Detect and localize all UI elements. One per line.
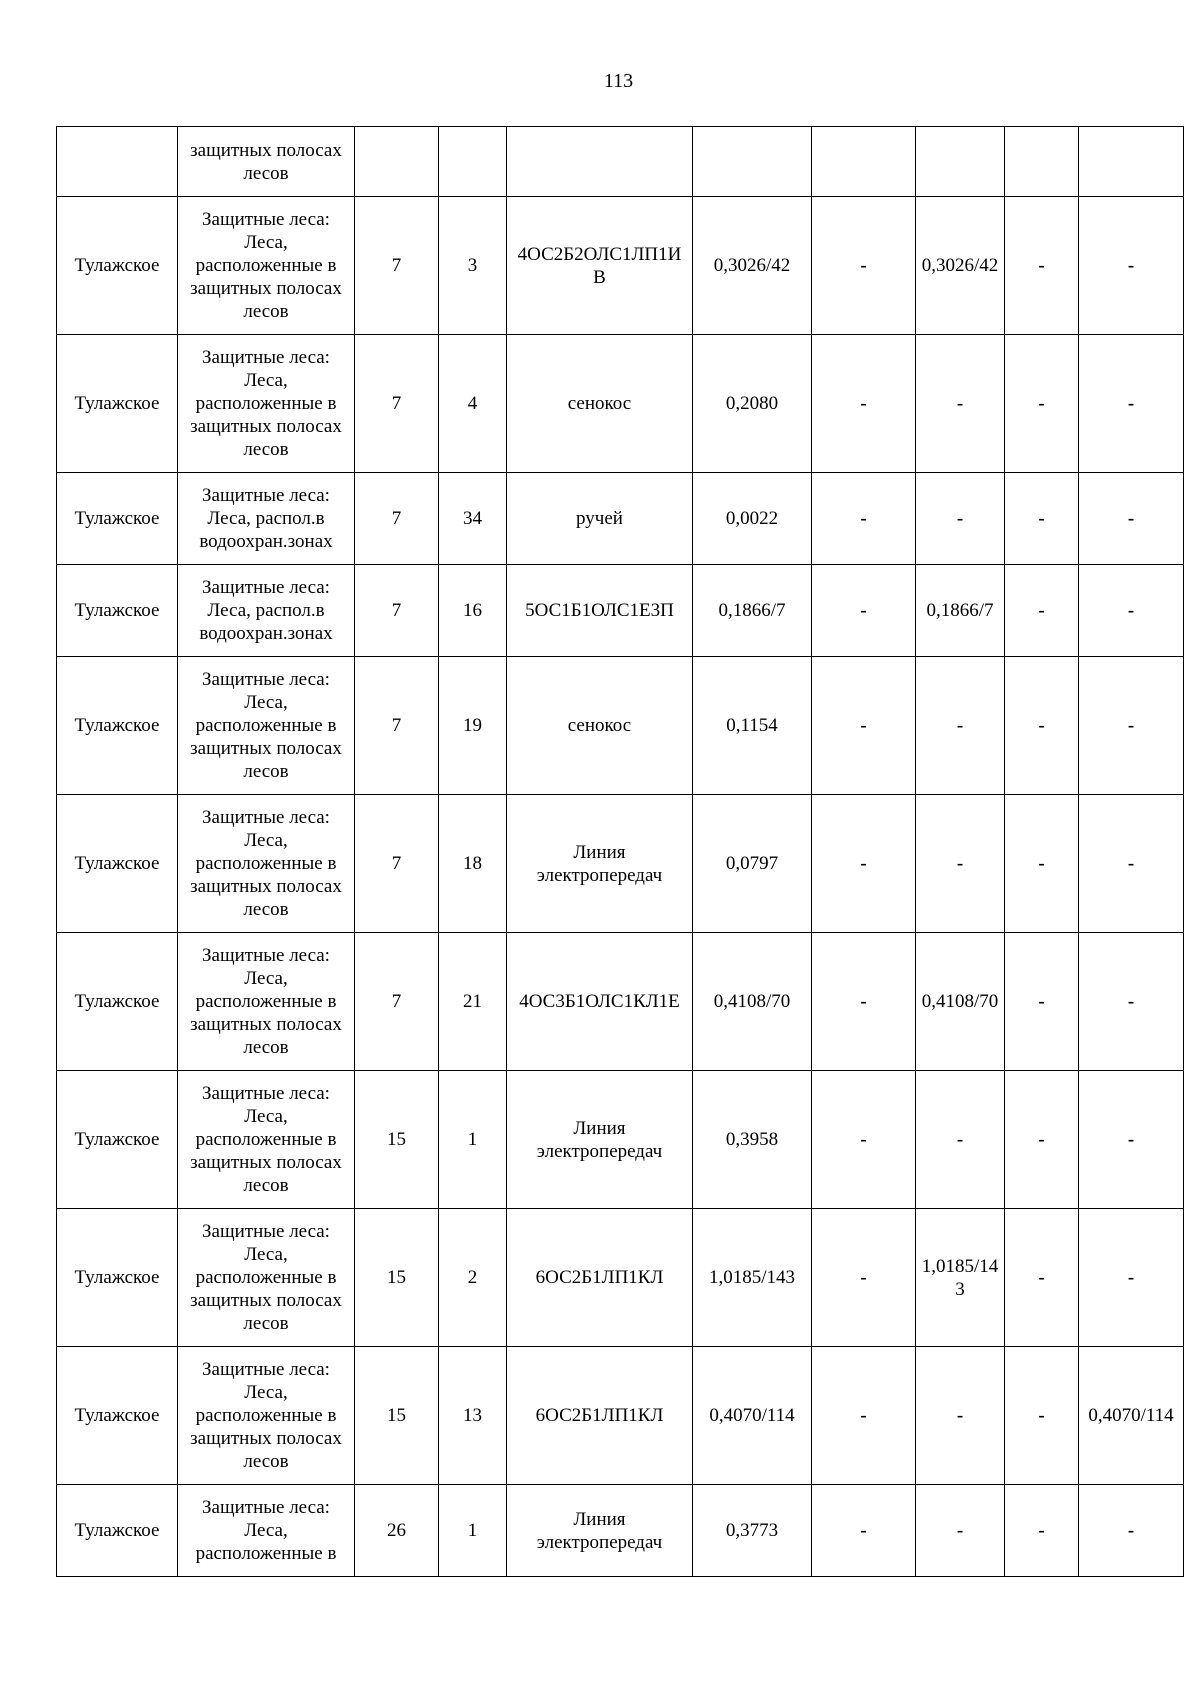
cell-col-10: - [1079,1071,1184,1209]
table-row [57,1347,1184,1485]
table-row [57,335,1184,473]
cell-forestry: Тулажское [57,1209,178,1347]
cell-col-8: - [916,795,1005,933]
cell-plot: 4 [439,335,507,473]
cell-composition: 6ОС2Б1ЛП1КЛ [507,1347,693,1485]
table-row [57,565,1184,657]
table-row [57,933,1184,1071]
cell-col-8: - [916,1347,1005,1485]
cell-composition [507,127,693,197]
cell-category: Защитные леса: Леса, расположенные в защитных полосах лесов [178,335,355,473]
cell-quarter: 15 [355,1347,439,1485]
cell-col-8: - [916,657,1005,795]
cell-col-10: - [1079,1209,1184,1347]
cell-quarter: 7 [355,933,439,1071]
cell-forestry: Тулажское [57,933,178,1071]
cell-col-10: - [1079,565,1184,657]
cell-quarter: 7 [355,795,439,933]
cell-category: Защитные леса: Леса, расположенные в защитных полосах лесов [178,1347,355,1485]
cell-col-7: - [812,335,916,473]
cell-forestry [57,127,178,197]
cell-col-8: 0,1866/7 [916,565,1005,657]
cell-forestry: Тулажское [57,335,178,473]
cell-col-9 [1005,127,1079,197]
cell-forestry: Тулажское [57,1485,178,1577]
cell-composition: сенокос [507,335,693,473]
cell-col-9: - [1005,197,1079,335]
cell-forestry: Тулажское [57,1071,178,1209]
cell-col-10: - [1079,473,1184,565]
cell-quarter: 7 [355,657,439,795]
cell-category: Защитные леса: Леса, расположенные в защитных полосах лесов [178,933,355,1071]
cell-col-10: - [1079,795,1184,933]
cell-plot: 3 [439,197,507,335]
cell-col-8: - [916,1485,1005,1577]
cell-col-9: - [1005,657,1079,795]
cell-col-7: - [812,1485,916,1577]
cell-plot: 2 [439,1209,507,1347]
cell-col-8: - [916,335,1005,473]
cell-col-7: - [812,473,916,565]
cell-plot: 1 [439,1485,507,1577]
cell-col-9: - [1005,1485,1079,1577]
cell-col-10: - [1079,197,1184,335]
table-row [57,657,1184,795]
page-number: 113 [603,70,634,92]
cell-col-8: 0,4108/70 [916,933,1005,1071]
cell-category: Защитные леса: Леса, расположенные в защитных полосах лесов [178,1071,355,1209]
cell-col-9: - [1005,335,1079,473]
cell-quarter: 26 [355,1485,439,1577]
cell-plot: 34 [439,473,507,565]
cell-area: 0,0797 [693,795,812,933]
cell-plot: 16 [439,565,507,657]
cell-composition: Линия электропередач [507,1485,693,1577]
cell-category: защитных полосах лесов [178,127,355,197]
cell-forestry: Тулажское [57,657,178,795]
cell-col-7: - [812,197,916,335]
cell-quarter: 15 [355,1071,439,1209]
cell-forestry: Тулажское [57,795,178,933]
cell-category: Защитные леса: Леса, распол.в водоохран.зонах [178,565,355,657]
cell-forestry: Тулажское [57,565,178,657]
cell-composition: Линия электропередач [507,1071,693,1209]
cell-col-7: - [812,1071,916,1209]
table-row [57,1209,1184,1347]
cell-area: 0,4070/114 [693,1347,812,1485]
cell-col-9: - [1005,473,1079,565]
forest-plot-table [56,126,1184,1577]
table-row [57,1071,1184,1209]
cell-col-8: 0,3026/42 [916,197,1005,335]
cell-col-7: - [812,1209,916,1347]
cell-composition: ручей [507,473,693,565]
cell-quarter: 7 [355,197,439,335]
cell-col-9: - [1005,795,1079,933]
cell-col-8 [916,127,1005,197]
table-row [57,795,1184,933]
cell-area: 0,3958 [693,1071,812,1209]
cell-category: Защитные леса: Леса, расположенные в [178,1485,355,1577]
table-row [57,473,1184,565]
cell-plot: 13 [439,1347,507,1485]
cell-col-10: - [1079,1485,1184,1577]
cell-area: 0,4108/70 [693,933,812,1071]
cell-category: Защитные леса: Леса, расположенные в защитных полосах лесов [178,795,355,933]
table-row [57,1485,1184,1577]
cell-col-10 [1079,127,1184,197]
cell-area: 0,0022 [693,473,812,565]
cell-composition: 5ОС1Б1ОЛС1Е3П [507,565,693,657]
cell-quarter: 7 [355,473,439,565]
cell-col-7: - [812,565,916,657]
cell-category: Защитные леса: Леса, расположенные в защитных полосах лесов [178,1209,355,1347]
cell-composition: 4ОС2Б2ОЛС1ЛП1И В [507,197,693,335]
cell-col-8: - [916,473,1005,565]
cell-plot [439,127,507,197]
cell-area: 0,1154 [693,657,812,795]
cell-col-10: - [1079,657,1184,795]
cell-col-7: - [812,657,916,795]
cell-category: Защитные леса: Леса, расположенные в защитных полосах лесов [178,657,355,795]
cell-col-7 [812,127,916,197]
cell-area [693,127,812,197]
cell-col-9: - [1005,1347,1079,1485]
cell-area: 0,3773 [693,1485,812,1577]
cell-plot: 21 [439,933,507,1071]
cell-category: Защитные леса: Леса, распол.в водоохран.зонах [178,473,355,565]
cell-forestry: Тулажское [57,197,178,335]
cell-composition: сенокос [507,657,693,795]
cell-col-7: - [812,795,916,933]
cell-plot: 18 [439,795,507,933]
cell-composition: Линия электропередач [507,795,693,933]
cell-forestry: Тулажское [57,1347,178,1485]
cell-col-9: - [1005,565,1079,657]
cell-col-9: - [1005,933,1079,1071]
cell-composition: 6ОС2Б1ЛП1КЛ [507,1209,693,1347]
cell-col-7: - [812,1347,916,1485]
cell-col-8: 1,0185/143 [916,1209,1005,1347]
cell-col-10: - [1079,933,1184,1071]
cell-quarter: 7 [355,565,439,657]
cell-col-10: - [1079,335,1184,473]
cell-col-9: - [1005,1209,1079,1347]
cell-category: Защитные леса: Леса, расположенные в защитных полосах лесов [178,197,355,335]
cell-area: 0,1866/7 [693,565,812,657]
cell-col-9: - [1005,1071,1079,1209]
cell-plot: 19 [439,657,507,795]
cell-quarter: 15 [355,1209,439,1347]
cell-composition: 4ОС3Б1ОЛС1КЛ1Е [507,933,693,1071]
cell-area: 1,0185/143 [693,1209,812,1347]
cell-col-7: - [812,933,916,1071]
table-row [57,197,1184,335]
cell-plot: 1 [439,1071,507,1209]
cell-area: 0,2080 [693,335,812,473]
cell-col-10: 0,4070/114 [1079,1347,1184,1485]
cell-col-8: - [916,1071,1005,1209]
cell-forestry: Тулажское [57,473,178,565]
cell-quarter: 7 [355,335,439,473]
cell-quarter [355,127,439,197]
table-row [57,127,1184,197]
cell-area: 0,3026/42 [693,197,812,335]
